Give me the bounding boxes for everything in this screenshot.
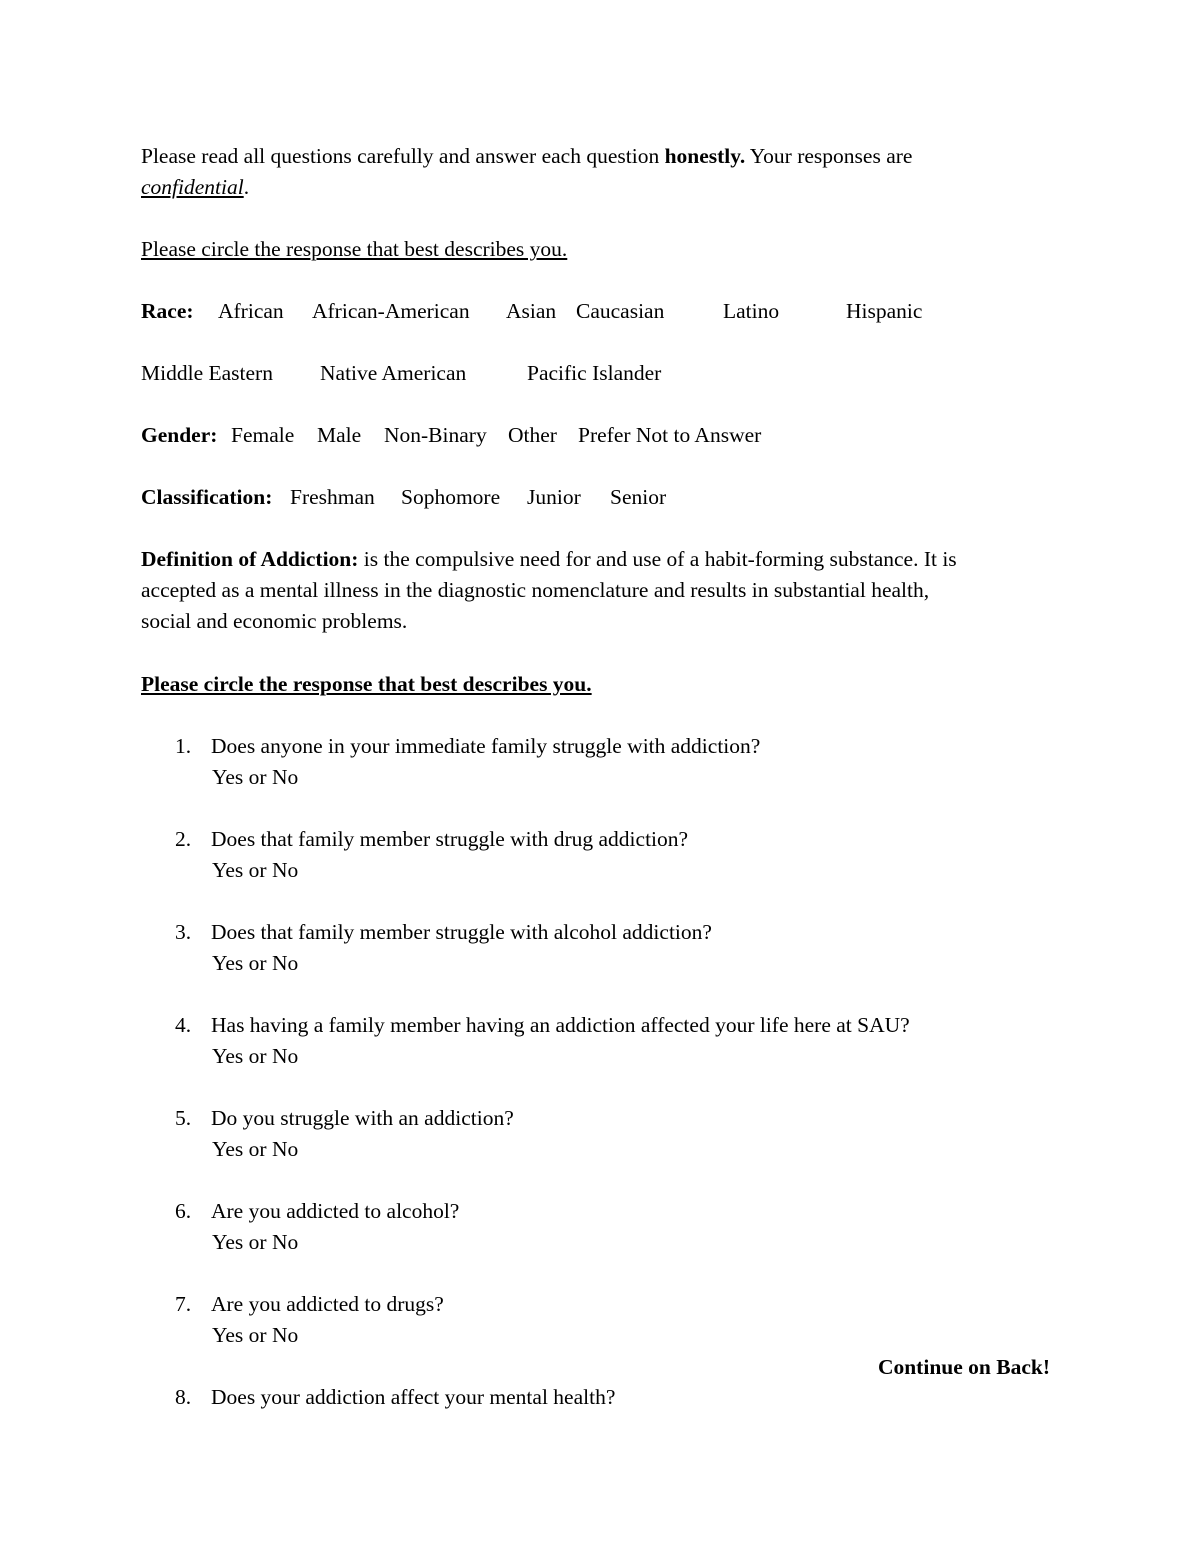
definition-label: Definition of Addiction: [141,547,359,571]
question-answer-options[interactable]: Yes or No [212,1044,299,1068]
gender-option-prefer-not[interactable]: Prefer Not to Answer [578,423,762,447]
question-text: Does anyone in your immediate family struggle with addiction? [211,734,761,758]
question-text: Does that family member struggle with alcohol addiction? [211,920,712,944]
question-text: Has having a family member having an addiction affected your life here at SAU? [211,1013,910,1037]
question-text: Do you struggle with an addiction? [211,1106,514,1130]
intro-text-2: Your responses are [745,144,913,168]
question-number: 1. [175,734,192,758]
intro-line-1 [141,143,912,169]
instruction-2: Please circle the response that best describes you. [141,672,592,696]
race-option-native-american[interactable]: Native American [320,361,467,385]
race-option-middle-eastern[interactable]: Middle Eastern [141,361,273,385]
race-label: Race: [141,299,194,323]
definition-line-3: social and economic problems. [141,609,408,633]
question-text: Are you addicted to drugs? [211,1292,444,1316]
race-option-asian[interactable]: Asian [506,299,557,323]
question-text: Does your addiction affect your mental health? [211,1385,616,1409]
gender-option-male[interactable]: Male [317,423,362,447]
classification-option-freshman[interactable]: Freshman [290,485,375,509]
intro-text: Please read all questions carefully and answer each question [141,144,665,168]
question-text: Are you addicted to alcohol? [211,1199,460,1223]
question-number: 6. [175,1199,192,1223]
definition-line-1 [141,546,957,572]
question-answer-options[interactable]: Yes or No [212,858,299,882]
question-number: 7. [175,1292,192,1316]
race-option-pacific-islander[interactable]: Pacific Islander [527,361,662,385]
question-answer-options[interactable]: Yes or No [212,1230,299,1254]
gender-option-non-binary[interactable]: Non-Binary [384,423,487,447]
question-answer-options[interactable]: Yes or No [212,1137,299,1161]
definition-text-1: is the compulsive need for and use of a habit-forming substance. It is [358,547,957,571]
instruction-1: Please circle the response that best describes you. [141,237,568,261]
question-number: 4. [175,1013,192,1037]
classification-option-sophomore[interactable]: Sophomore [401,485,501,509]
question-number: 3. [175,920,192,944]
question-text: Does that family member struggle with drug addiction? [211,827,689,851]
gender-label: Gender: [141,423,218,447]
question-number: 8. [175,1385,192,1409]
classification-option-junior[interactable]: Junior [527,485,581,509]
question-answer-options[interactable]: Yes or No [212,765,299,789]
continue-note: Continue on Back! [877,1355,1050,1379]
confidential-word: confidential [141,175,244,199]
race-option-african[interactable]: African [218,299,284,323]
question-number: 2. [175,827,192,851]
race-option-caucasian[interactable]: Caucasian [576,299,665,323]
race-option-hispanic[interactable]: Hispanic [846,299,923,323]
classification-option-senior[interactable]: Senior [610,485,667,509]
intro-line-2 [141,174,249,200]
intro-emphasis: honestly. [664,144,746,168]
classification-label: Classification: [141,485,273,509]
question-answer-options[interactable]: Yes or No [212,1323,299,1347]
question-answer-options[interactable]: Yes or No [212,951,299,975]
question-number: 5. [175,1106,192,1130]
gender-option-other[interactable]: Other [508,423,557,447]
race-option-african-american[interactable]: African-American [312,299,470,323]
intro-period: . [243,175,250,199]
gender-option-female[interactable]: Female [231,423,295,447]
definition-line-2: accepted as a mental illness in the diagnostic nomenclature and results in substantial health, [141,578,930,602]
race-option-latino[interactable]: Latino [723,299,780,323]
